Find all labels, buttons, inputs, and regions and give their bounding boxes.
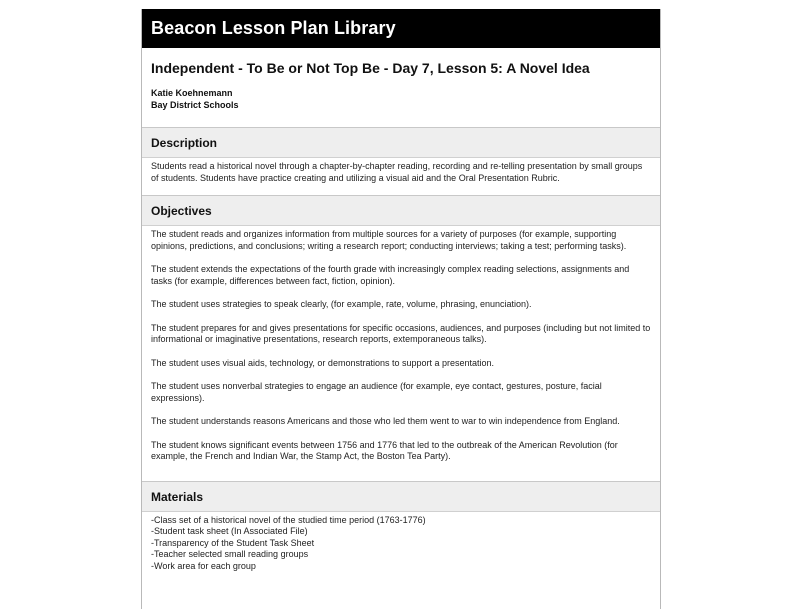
material-item: -Teacher selected small reading groups (151, 549, 309, 559)
objective-item: The student knows significant events between 1756 and 1776 that led to the outbreak of the American Revolution (for example, the French and Indian War, the Stamp Act, the Boston Tea Party). (151, 439, 618, 461)
material-item: -Work area for each group (151, 560, 256, 571)
description-heading: Description (142, 128, 660, 158)
lesson-author: Katie Koehnemann (151, 88, 233, 98)
objective-item: The student uses nonverbal strategies to engage an audience (for example, eye contact, gestures, posture, facial expressions). (151, 381, 602, 403)
objective-item: The student extends the expectations of the fourth grade with increasingly complex reading selections, assignments and tasks (for example, differences between fact, fiction, opinion). (151, 264, 630, 286)
description-body (142, 158, 660, 196)
materials-body (142, 512, 660, 573)
lesson-title: Independent - To Be or Not Top Be - Day 7, Lesson 5: A Novel Idea (151, 60, 590, 76)
objective-item: The student reads and organizes information from multiple sources for a variety of purposes (for example, supporting opinions, predictions, and conclusions; writing a research report; conducting interviews; taking a test; performing tasks). (151, 229, 627, 251)
lesson-school: Bay District Schools (151, 100, 239, 110)
lesson-title-block (142, 48, 660, 128)
material-item: -Student task sheet (In Associated File) (151, 526, 308, 536)
material-item: -Class set of a historical novel of the studied time period (1763-1776) (151, 514, 426, 525)
objective-item: The student understands reasons Americans and those who led them went to war to win independence from England. (151, 416, 620, 426)
site-banner (142, 9, 660, 48)
site-title: Beacon Lesson Plan Library (151, 18, 396, 38)
lesson-plan-page (141, 9, 661, 609)
objectives-heading: Objectives (142, 196, 660, 226)
objective-item: The student prepares for and gives presentations for specific occasions, audiences, and purposes (including but not limited to informational or imaginative presentations, research reports, extemporaneous talks). (151, 322, 651, 344)
objective-item: The student uses visual aids, technology, or demonstrations to support a presentation. (151, 357, 495, 368)
objectives-body (142, 226, 660, 482)
materials-heading: Materials (142, 482, 660, 512)
objective-item: The student uses strategies to speak clearly, (for example, rate, volume, phrasing, enunciation). (151, 299, 532, 309)
description-text: Students read a historical novel through a chapter-by-chapter reading, recording and re-telling presentation by small groups of students. Students have practice creating and utilizing a visual aid and the Oral Presentation Rubric. (151, 161, 643, 183)
material-item: -Transparency of the Student Task Sheet (151, 537, 315, 548)
